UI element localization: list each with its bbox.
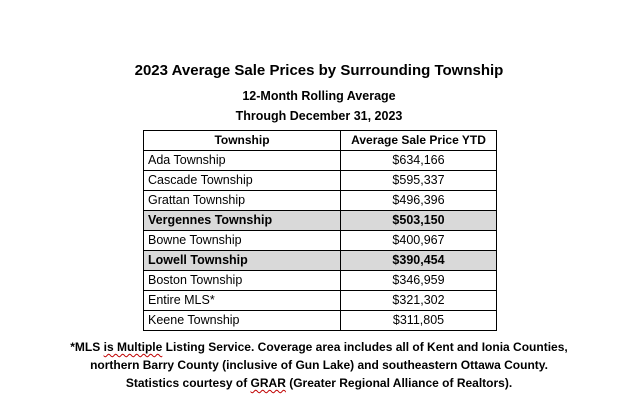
footnote: [0, 338, 638, 392]
footnote-line-3: [0, 374, 638, 392]
table-row: [144, 171, 497, 191]
subtitle-rolling-average: 12-Month Rolling Average: [242, 89, 396, 103]
average-price: $321,302: [341, 291, 497, 311]
sale-prices-table: [143, 130, 497, 331]
footnote-text: Listing Service. Coverage area includes all of Kent and Ionia Counties,: [162, 340, 568, 354]
table-row: [144, 251, 497, 271]
footnote-line-2: northern Barry County (inclusive of Gun Lake) and southeastern Ottawa County.: [90, 358, 548, 372]
table-header-row: [144, 131, 497, 151]
column-header-average-price: Average Sale Price YTD: [341, 131, 497, 151]
average-price: $503,150: [341, 211, 497, 231]
township-name: Keene Township: [144, 311, 341, 331]
table-row: [144, 231, 497, 251]
table-row: [144, 151, 497, 171]
table-row: [144, 271, 497, 291]
average-price: $346,959: [341, 271, 497, 291]
township-name: Boston Township: [144, 271, 341, 291]
page-title: 2023 Average Sale Prices by Surrounding Township: [134, 62, 504, 79]
table-row: [144, 191, 497, 211]
table-row: [144, 211, 497, 231]
average-price: $400,967: [341, 231, 497, 251]
township-name: Bowne Township: [144, 231, 341, 251]
township-name: Entire MLS*: [144, 291, 341, 311]
average-price: $634,166: [341, 151, 497, 171]
footnote-line-1: [0, 338, 638, 356]
spellcheck-flagged-text: GRAR: [250, 376, 286, 390]
township-name: Lowell Township: [144, 251, 341, 271]
township-name: Ada Township: [144, 151, 341, 171]
township-name: Vergennes Township: [144, 211, 341, 231]
table-row: [144, 291, 497, 311]
township-name: Cascade Township: [144, 171, 341, 191]
footnote-text: Statistics courtesy of: [125, 376, 251, 390]
average-price: $595,337: [341, 171, 497, 191]
subtitle-date-range: Through December 31, 2023: [235, 109, 403, 123]
table-row: [144, 311, 497, 331]
spellcheck-flagged-text: is Multiple: [103, 340, 163, 354]
column-header-township: Township: [144, 131, 341, 151]
average-price: $311,805: [341, 311, 497, 331]
average-price: $496,396: [341, 191, 497, 211]
footnote-text: (Greater Regional Alliance of Realtors).: [285, 376, 513, 390]
township-name: Grattan Township: [144, 191, 341, 211]
footnote-text: *MLS: [70, 340, 104, 354]
average-price: $390,454: [341, 251, 497, 271]
